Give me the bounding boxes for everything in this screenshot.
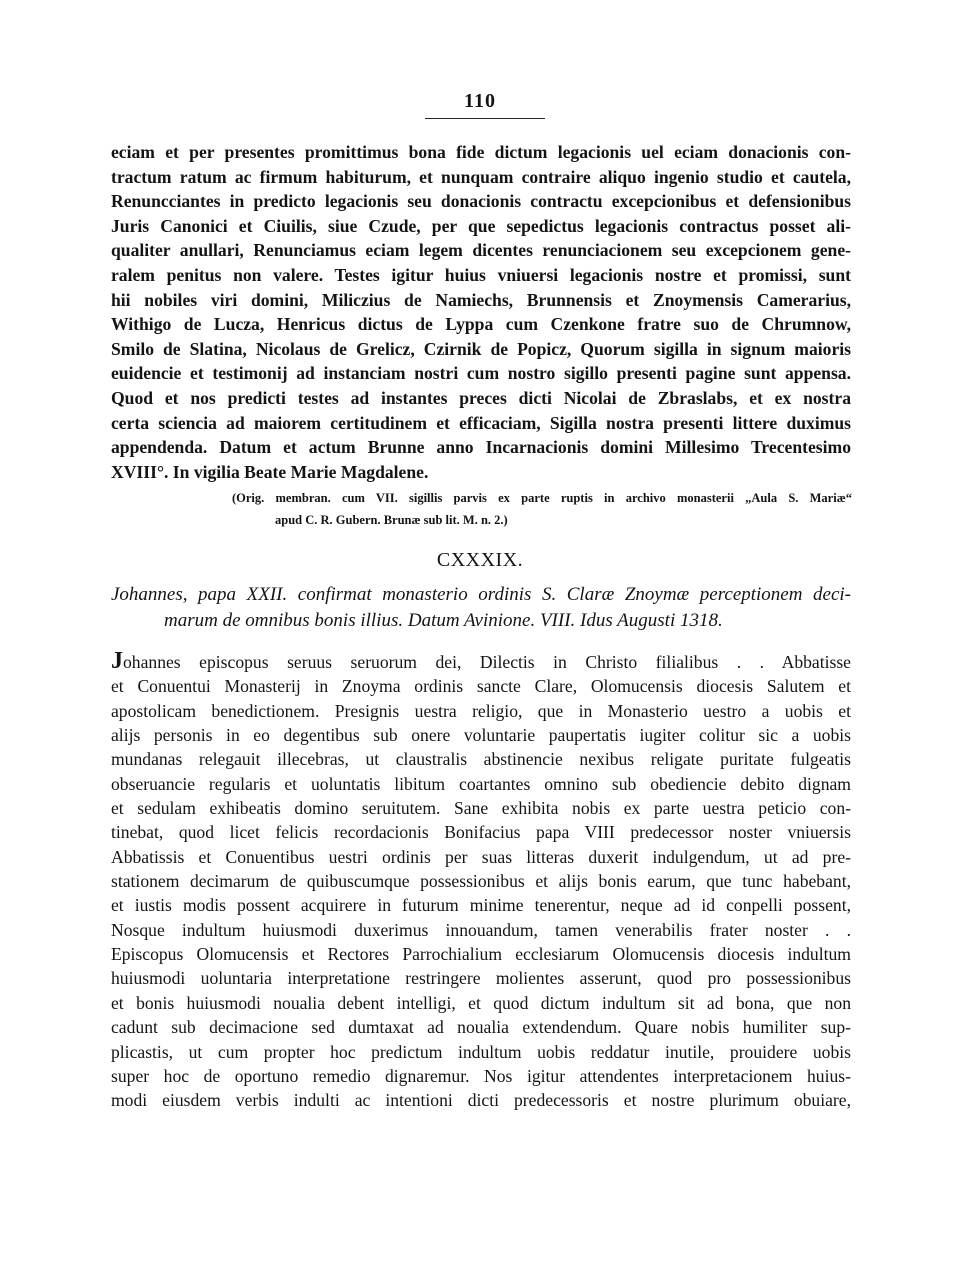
- text-line: mundanas relegauit illecebras, ut claustralis abstinencie nexibus religate puritate fulgeatis: [111, 749, 851, 770]
- text-line: et bonis huiusmodi noualia debent intelligi, et quod dictum indultum sit ad bona, que non: [111, 992, 851, 1013]
- text-line: Nosque indultum huiusmodi duxerimus innouandum, tamen venerabilis frater noster . .: [111, 919, 851, 940]
- document-summary: [111, 582, 851, 634]
- text-line: eciam et per presentes promittimus bona fide dictum legacionis uel eciam donacionis con-: [111, 142, 851, 162]
- source-note: [232, 487, 852, 531]
- drop-cap-initial: J: [111, 650, 123, 674]
- first-line-text: ohannes episcopus seruus seruorum dei, Dilectis in Christo filialibus . . Abbatisse: [123, 652, 851, 672]
- text-line: tinebat, quod licet felicis recordacionis Bonifacius papa VIII predecessor noster vniuersis: [111, 822, 851, 843]
- text-line: Quod et nos predicti testes ad instantes preces dicti Nicolai de Zbraslabs, et ex nostra: [111, 387, 851, 408]
- text-line: modi eiusdem verbis indulti ac intentioni dicti predecessoris et nostre plurimum obuiare,: [111, 1090, 851, 1111]
- summary-line: Johannes, papa XXII. confirmat monasterio ordinis S. Claræ Znoymæ perceptionem deci-: [111, 584, 851, 605]
- text-line: plicastis, ut cum propter hoc predictum indultum uobis reddatur inutile, prouidere uobis: [111, 1041, 851, 1062]
- text-line: tractum ratum ac firmum habiturum, et nunquam contraire aliquo ingenio studio et cautela,: [111, 166, 851, 187]
- text-line: certa sciencia ad maiorem certitudinem et efficaciam, Sigilla nostra presenti littere duximus: [111, 412, 851, 433]
- document-number: CXXXIX.: [436, 549, 524, 571]
- text-line: obseruancie regularis et uoluntatis libitum coartantes omnino sub obediencie debito dignam: [111, 773, 851, 794]
- text-line: et Conuentui Monasterij in Znoyma ordinis sancte Clare, Olomucensis diocesis Salutem et: [111, 676, 851, 697]
- text-line: hii nobiles viri domini, Miliczius de Namiechs, Brunnensis et Znoymensis Camerarius,: [111, 289, 851, 310]
- text-line: Abbatissis et Conuentibus uestri ordinis per suas litteras duxerit indulgendum, ut ad pre-: [111, 846, 851, 867]
- text-line: ralem penitus non valere. Testes igitur huius vniuersi legacionis nostre et promissi, sunt: [111, 264, 851, 285]
- text-line: stationem decimarum de quibuscumque possessionibus et alijs bonis earum, que tunc habebant,: [111, 871, 851, 892]
- text-line: euidencie et testimonij ad instanciam nostri cum nostro sigillo presenti pagine sunt appensa.: [111, 363, 851, 384]
- text-line: Smilo de Slatina, Nicolaus de Grelicz, Czirnik de Popicz, Quorum sigilla in signum maioris: [111, 338, 851, 359]
- text-line: Episcopus Olomucensis et Rectores Parrochialium ecclesiarum Olomucensis diocesis indultum: [111, 944, 851, 965]
- text-line: Renuncciantes in predicto legacionis seu donacionis contractu excepcionibus et defensionibus: [111, 191, 851, 212]
- text-line: super hoc de oportuno remedio dignaremur. Nos igitur attendentes interpretacionem huius-: [111, 1065, 851, 1086]
- source-note-line: apud C. R. Gubern. Brunæ sub lit. M. n. 2.): [275, 513, 508, 527]
- text-line: qualiter anullari, Renunciamus eciam legem dicentes renunciacionem seu excepcionem gene-: [111, 240, 851, 261]
- source-note-line: (Orig. membran. cum VII. sigillis parvis ex parte ruptis in archivo monasterii „Aula S. Mariæ“: [232, 491, 852, 505]
- page-number-rule: [425, 118, 545, 119]
- text-line: cadunt sub decimacione sed dumtaxat ad noualia extendendum. Quare nobis humiliter sup-: [111, 1017, 851, 1038]
- text-line: Withigo de Lucza, Henricus dictus de Lyppa cum Czenkone fratre suo de Chrumnow,: [111, 314, 851, 335]
- text-line: apostolicam benedictionem. Presignis uestra religio, que in Monasterio uestro a uobis et: [111, 700, 851, 721]
- papal-letter-paragraph: [111, 650, 851, 1113]
- text-line: XVIII°. In vigilia Beate Marie Magdalene.: [111, 461, 429, 482]
- text-line: appendenda. Datum et actum Brunne anno Incarnacionis domini Millesimo Trecentesimo: [111, 437, 851, 458]
- text-line: Juris Canonici et Ciuilis, siue Czude, per que sepedictus legacionis contractus posset ali-: [111, 215, 851, 236]
- text-line: et iustis modis possent acquirere in futurum minime tenerentur, neque ad id conpelli possent,: [111, 895, 851, 916]
- text-line: huiusmodi uoluntaria interpretatione restringere molientes asserunt, quod pro possessionibus: [111, 968, 851, 989]
- page-number: 110: [464, 90, 496, 112]
- summary-line: marum de omnibus bonis illius. Datum Avinione. VIII. Idus Augusti 1318.: [164, 610, 723, 631]
- text-line: alijs personis in eo degentibus sub onere voluntarie paupertatis iugiter colitur sic a uobis: [111, 725, 851, 746]
- text-line-first: [111, 650, 851, 674]
- text-line: et sedulam exhibeatis domino seruitutem. Sane exhibita nobis ex parte uestra peticio con-: [111, 798, 851, 819]
- charter-text-paragraph: [111, 140, 851, 484]
